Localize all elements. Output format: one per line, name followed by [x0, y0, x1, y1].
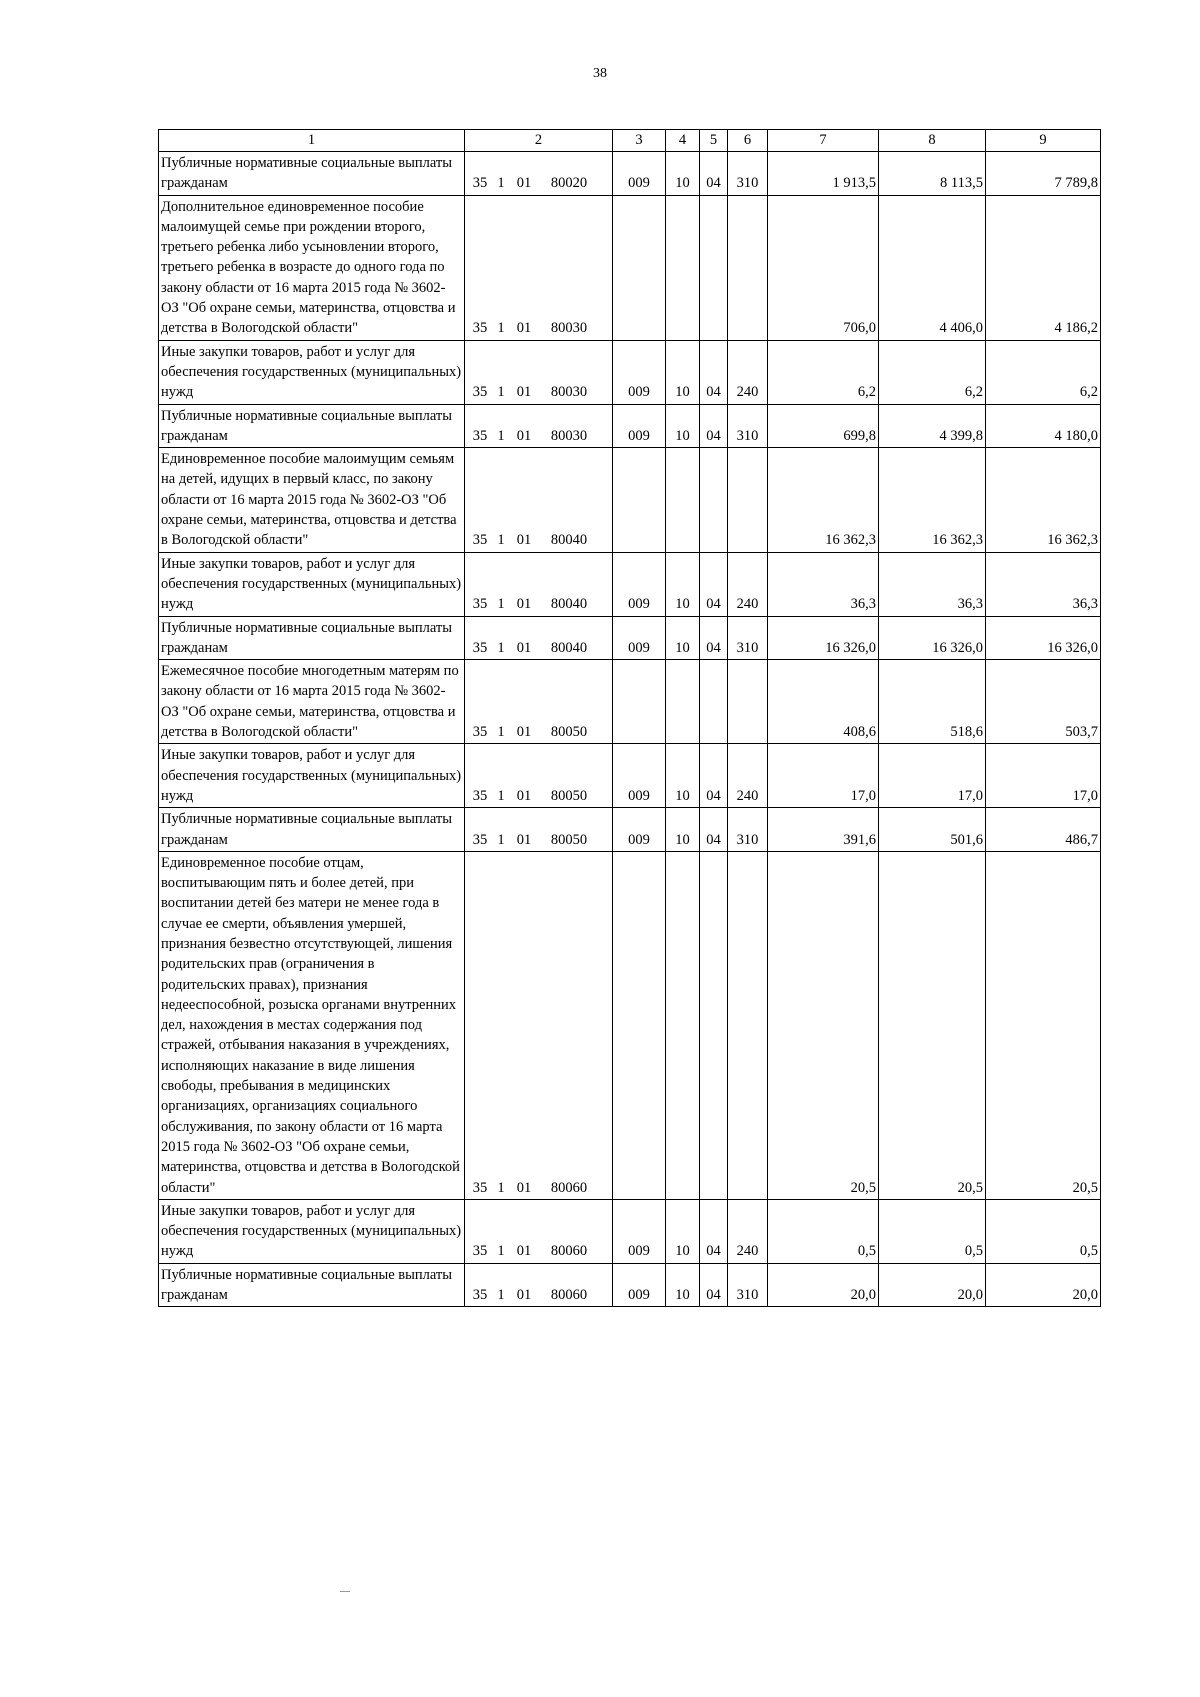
- amount-year-2: 8 113,5: [879, 152, 986, 196]
- row-description: Публичные нормативные социальные выплаты гражданам: [159, 808, 465, 852]
- table-row: [159, 1263, 1101, 1307]
- amount-year-2: 4 399,8: [879, 404, 986, 448]
- code-subprogram: 1: [497, 831, 505, 848]
- amount-year-3: 7 789,8: [986, 152, 1101, 196]
- code-program: 35: [472, 1287, 488, 1304]
- table-row: [159, 152, 1101, 196]
- section-code: 10: [666, 808, 700, 852]
- row-description: Иные закупки товаров, работ и услуг для обеспечения государственных (муниципальных) нужд: [159, 552, 465, 616]
- amount-year-1: 706,0: [768, 195, 879, 340]
- table-row: [159, 552, 1101, 616]
- code-program: 35: [472, 596, 488, 613]
- table-row: [159, 660, 1101, 744]
- row-description: Иные закупки товаров, работ и услуг для обеспечения государственных (муниципальных) нужд: [159, 744, 465, 808]
- amount-year-2: 36,3: [879, 552, 986, 616]
- amount-year-3: 4 180,0: [986, 404, 1101, 448]
- code-subprogram: 1: [497, 175, 505, 192]
- table-row: [159, 616, 1101, 660]
- row-description: Публичные нормативные социальные выплаты гражданам: [159, 616, 465, 660]
- code-direction: 80030: [550, 384, 588, 401]
- section-code: 10: [666, 744, 700, 808]
- code-subprogram: 1: [497, 596, 505, 613]
- column-header-5: 5: [700, 130, 728, 152]
- expense-type-code: [728, 448, 768, 552]
- code-event: 01: [516, 427, 532, 444]
- code-direction: 80060: [550, 1179, 588, 1196]
- grbs-code: [613, 448, 666, 552]
- expense-type-code: 310: [728, 1263, 768, 1307]
- target-article-code: [465, 808, 613, 852]
- code-program: 35: [472, 1179, 488, 1196]
- grbs-code: 009: [613, 552, 666, 616]
- table-row: [159, 1199, 1101, 1263]
- code-event: 01: [516, 831, 532, 848]
- grbs-code: 009: [613, 340, 666, 404]
- amount-year-3: 17,0: [986, 744, 1101, 808]
- column-header-1: 1: [159, 130, 465, 152]
- row-description: Иные закупки товаров, работ и услуг для обеспечения государственных (муниципальных) нужд: [159, 1199, 465, 1263]
- expense-type-code: [728, 195, 768, 340]
- amount-year-2: 6,2: [879, 340, 986, 404]
- code-subprogram: 1: [497, 639, 505, 656]
- expense-type-code: [728, 660, 768, 744]
- expense-type-code: [728, 851, 768, 1199]
- code-subprogram: 1: [497, 320, 505, 337]
- target-article-code: [465, 552, 613, 616]
- page-number: 38: [593, 66, 607, 81]
- amount-year-3: 20,0: [986, 1263, 1101, 1307]
- amount-year-2: 17,0: [879, 744, 986, 808]
- amount-year-2: 16 326,0: [879, 616, 986, 660]
- expense-type-code: 240: [728, 340, 768, 404]
- amount-year-1: 408,6: [768, 660, 879, 744]
- code-event: 01: [516, 320, 532, 337]
- code-event: 01: [516, 384, 532, 401]
- code-direction: 80040: [550, 596, 588, 613]
- code-subprogram: 1: [497, 1243, 505, 1260]
- section-code: [666, 448, 700, 552]
- column-header-7: 7: [768, 130, 879, 152]
- section-code: [666, 195, 700, 340]
- code-subprogram: 1: [497, 1179, 505, 1196]
- target-article-code: [465, 448, 613, 552]
- grbs-code: 009: [613, 744, 666, 808]
- code-event: 01: [516, 532, 532, 549]
- amount-year-1: 6,2: [768, 340, 879, 404]
- amount-year-1: 17,0: [768, 744, 879, 808]
- code-program: 35: [472, 427, 488, 444]
- code-direction: 80030: [550, 427, 588, 444]
- code-event: 01: [516, 1287, 532, 1304]
- target-article-code: [465, 744, 613, 808]
- row-description: Единовременное пособие малоимущим семьям на детей, идущих в первый класс, по закону области от 16 марта 2015 года № 3602-ОЗ "Об охране семьи, материнства, отцовства и детства в Вологодской области": [159, 448, 465, 552]
- expense-type-code: 310: [728, 616, 768, 660]
- code-direction: 80050: [550, 787, 588, 804]
- section-code: 10: [666, 340, 700, 404]
- target-article-code: [465, 195, 613, 340]
- subsection-code: 04: [700, 404, 728, 448]
- amount-year-3: 16 362,3: [986, 448, 1101, 552]
- expense-type-code: 240: [728, 744, 768, 808]
- subsection-code: 04: [700, 808, 728, 852]
- column-header-2: 2: [465, 130, 613, 152]
- subsection-code: [700, 660, 728, 744]
- code-subprogram: 1: [497, 532, 505, 549]
- code-subprogram: 1: [497, 787, 505, 804]
- code-direction: 80040: [550, 532, 588, 549]
- row-description: Дополнительное единовременное пособие малоимущей семье при рождении второго, третьего ребенка либо усыновлении второго, третьего ребенка в возрасте до одного года по закону области от 16 марта 2015 года № 3602-ОЗ "Об охране семьи, материнства, отцовства и детства в Вологодской области": [159, 195, 465, 340]
- code-event: 01: [516, 1179, 532, 1196]
- amount-year-2: 518,6: [879, 660, 986, 744]
- table-row: [159, 404, 1101, 448]
- subsection-code: 04: [700, 552, 728, 616]
- amount-year-3: 4 186,2: [986, 195, 1101, 340]
- table-row: [159, 340, 1101, 404]
- code-subprogram: 1: [497, 724, 505, 741]
- table-row: [159, 808, 1101, 852]
- code-direction: 80040: [550, 639, 588, 656]
- column-header-8: 8: [879, 130, 986, 152]
- code-direction: 80060: [550, 1287, 588, 1304]
- code-program: 35: [472, 384, 488, 401]
- expense-type-code: 240: [728, 1199, 768, 1263]
- section-code: [666, 660, 700, 744]
- subsection-code: 04: [700, 744, 728, 808]
- target-article-code: [465, 660, 613, 744]
- expense-type-code: 310: [728, 808, 768, 852]
- code-subprogram: 1: [497, 1287, 505, 1304]
- target-article-code: [465, 851, 613, 1199]
- grbs-code: [613, 660, 666, 744]
- amount-year-3: 20,5: [986, 851, 1101, 1199]
- code-program: 35: [472, 532, 488, 549]
- grbs-code: 009: [613, 808, 666, 852]
- code-event: 01: [516, 596, 532, 613]
- amount-year-1: 1 913,5: [768, 152, 879, 196]
- code-direction: 80020: [550, 175, 588, 192]
- code-direction: 80030: [550, 320, 588, 337]
- table-row: [159, 195, 1101, 340]
- code-direction: 80060: [550, 1243, 588, 1260]
- code-event: 01: [516, 724, 532, 741]
- amount-year-1: 16 362,3: [768, 448, 879, 552]
- amount-year-3: 36,3: [986, 552, 1101, 616]
- amount-year-1: 699,8: [768, 404, 879, 448]
- amount-year-2: 501,6: [879, 808, 986, 852]
- amount-year-3: 16 326,0: [986, 616, 1101, 660]
- row-description: Публичные нормативные социальные выплаты гражданам: [159, 404, 465, 448]
- target-article-code: [465, 616, 613, 660]
- table-row: [159, 448, 1101, 552]
- amount-year-3: 0,5: [986, 1199, 1101, 1263]
- row-description: Публичные нормативные социальные выплаты гражданам: [159, 1263, 465, 1307]
- code-program: 35: [472, 1243, 488, 1260]
- amount-year-2: 4 406,0: [879, 195, 986, 340]
- code-program: 35: [472, 175, 488, 192]
- subsection-code: 04: [700, 1263, 728, 1307]
- subsection-code: [700, 851, 728, 1199]
- subsection-code: 04: [700, 340, 728, 404]
- section-code: 10: [666, 552, 700, 616]
- row-description: Единовременное пособие отцам, воспитывающим пять и более детей, при воспитании детей без матери не менее года в случае ее смерти, объявления умершей, признания безвестно отсутствующей, лишения родительских прав (ограничения в родительских правах), признания недееспособной, розыска органами внутренних дел, нахождения в местах содержания под стражей, отбывания наказания в учреждениях, исполняющих наказание в виде лишения свободы, пребывания в медицинских организациях, организациях социального обслуживания, по закону области от 16 марта 2015 года № 3602-ОЗ "Об охране семьи, материнства, отцовства и детства в Вологодской области": [159, 851, 465, 1199]
- subsection-code: 04: [700, 152, 728, 196]
- grbs-code: [613, 195, 666, 340]
- code-program: 35: [472, 639, 488, 656]
- column-header-9: 9: [986, 130, 1101, 152]
- amount-year-1: 0,5: [768, 1199, 879, 1263]
- code-direction: 80050: [550, 831, 588, 848]
- amount-year-2: 20,0: [879, 1263, 986, 1307]
- grbs-code: 009: [613, 1199, 666, 1263]
- target-article-code: [465, 340, 613, 404]
- code-event: 01: [516, 639, 532, 656]
- subsection-code: 04: [700, 1199, 728, 1263]
- code-program: 35: [472, 831, 488, 848]
- amount-year-1: 36,3: [768, 552, 879, 616]
- grbs-code: 009: [613, 404, 666, 448]
- amount-year-1: 20,5: [768, 851, 879, 1199]
- amount-year-1: 20,0: [768, 1263, 879, 1307]
- section-code: 10: [666, 616, 700, 660]
- subsection-code: [700, 448, 728, 552]
- code-program: 35: [472, 724, 488, 741]
- code-event: 01: [516, 1243, 532, 1260]
- expense-type-code: 310: [728, 152, 768, 196]
- amount-year-2: 16 362,3: [879, 448, 986, 552]
- table-row: [159, 744, 1101, 808]
- column-header-4: 4: [666, 130, 700, 152]
- code-direction: 80050: [550, 724, 588, 741]
- code-event: 01: [516, 787, 532, 804]
- grbs-code: 009: [613, 616, 666, 660]
- row-description: Публичные нормативные социальные выплаты гражданам: [159, 152, 465, 196]
- section-code: 10: [666, 1263, 700, 1307]
- section-code: 10: [666, 152, 700, 196]
- amount-year-2: 20,5: [879, 851, 986, 1199]
- subsection-code: 04: [700, 616, 728, 660]
- code-event: 01: [516, 175, 532, 192]
- grbs-code: 009: [613, 152, 666, 196]
- grbs-code: [613, 851, 666, 1199]
- code-subprogram: 1: [497, 384, 505, 401]
- amount-year-1: 16 326,0: [768, 616, 879, 660]
- code-program: 35: [472, 320, 488, 337]
- code-subprogram: 1: [497, 427, 505, 444]
- row-description: Иные закупки товаров, работ и услуг для обеспечения государственных (муниципальных) нужд: [159, 340, 465, 404]
- code-program: 35: [472, 787, 488, 804]
- amount-year-2: 0,5: [879, 1199, 986, 1263]
- budget-table: [158, 129, 1101, 1307]
- column-number-row: [159, 130, 1101, 152]
- amount-year-1: 391,6: [768, 808, 879, 852]
- column-header-3: 3: [613, 130, 666, 152]
- scan-artifact: [340, 1591, 350, 1592]
- section-code: 10: [666, 1199, 700, 1263]
- target-article-code: [465, 404, 613, 448]
- expense-type-code: 240: [728, 552, 768, 616]
- target-article-code: [465, 1199, 613, 1263]
- target-article-code: [465, 152, 613, 196]
- amount-year-3: 486,7: [986, 808, 1101, 852]
- target-article-code: [465, 1263, 613, 1307]
- expense-type-code: 310: [728, 404, 768, 448]
- subsection-code: [700, 195, 728, 340]
- column-header-6: 6: [728, 130, 768, 152]
- amount-year-3: 503,7: [986, 660, 1101, 744]
- table-row: [159, 851, 1101, 1199]
- grbs-code: 009: [613, 1263, 666, 1307]
- section-code: [666, 851, 700, 1199]
- section-code: 10: [666, 404, 700, 448]
- row-description: Ежемесячное пособие многодетным матерям по закону области от 16 марта 2015 года № 3602-ОЗ "Об охране семьи, материнства, отцовства и детства в Вологодской области": [159, 660, 465, 744]
- amount-year-3: 6,2: [986, 340, 1101, 404]
